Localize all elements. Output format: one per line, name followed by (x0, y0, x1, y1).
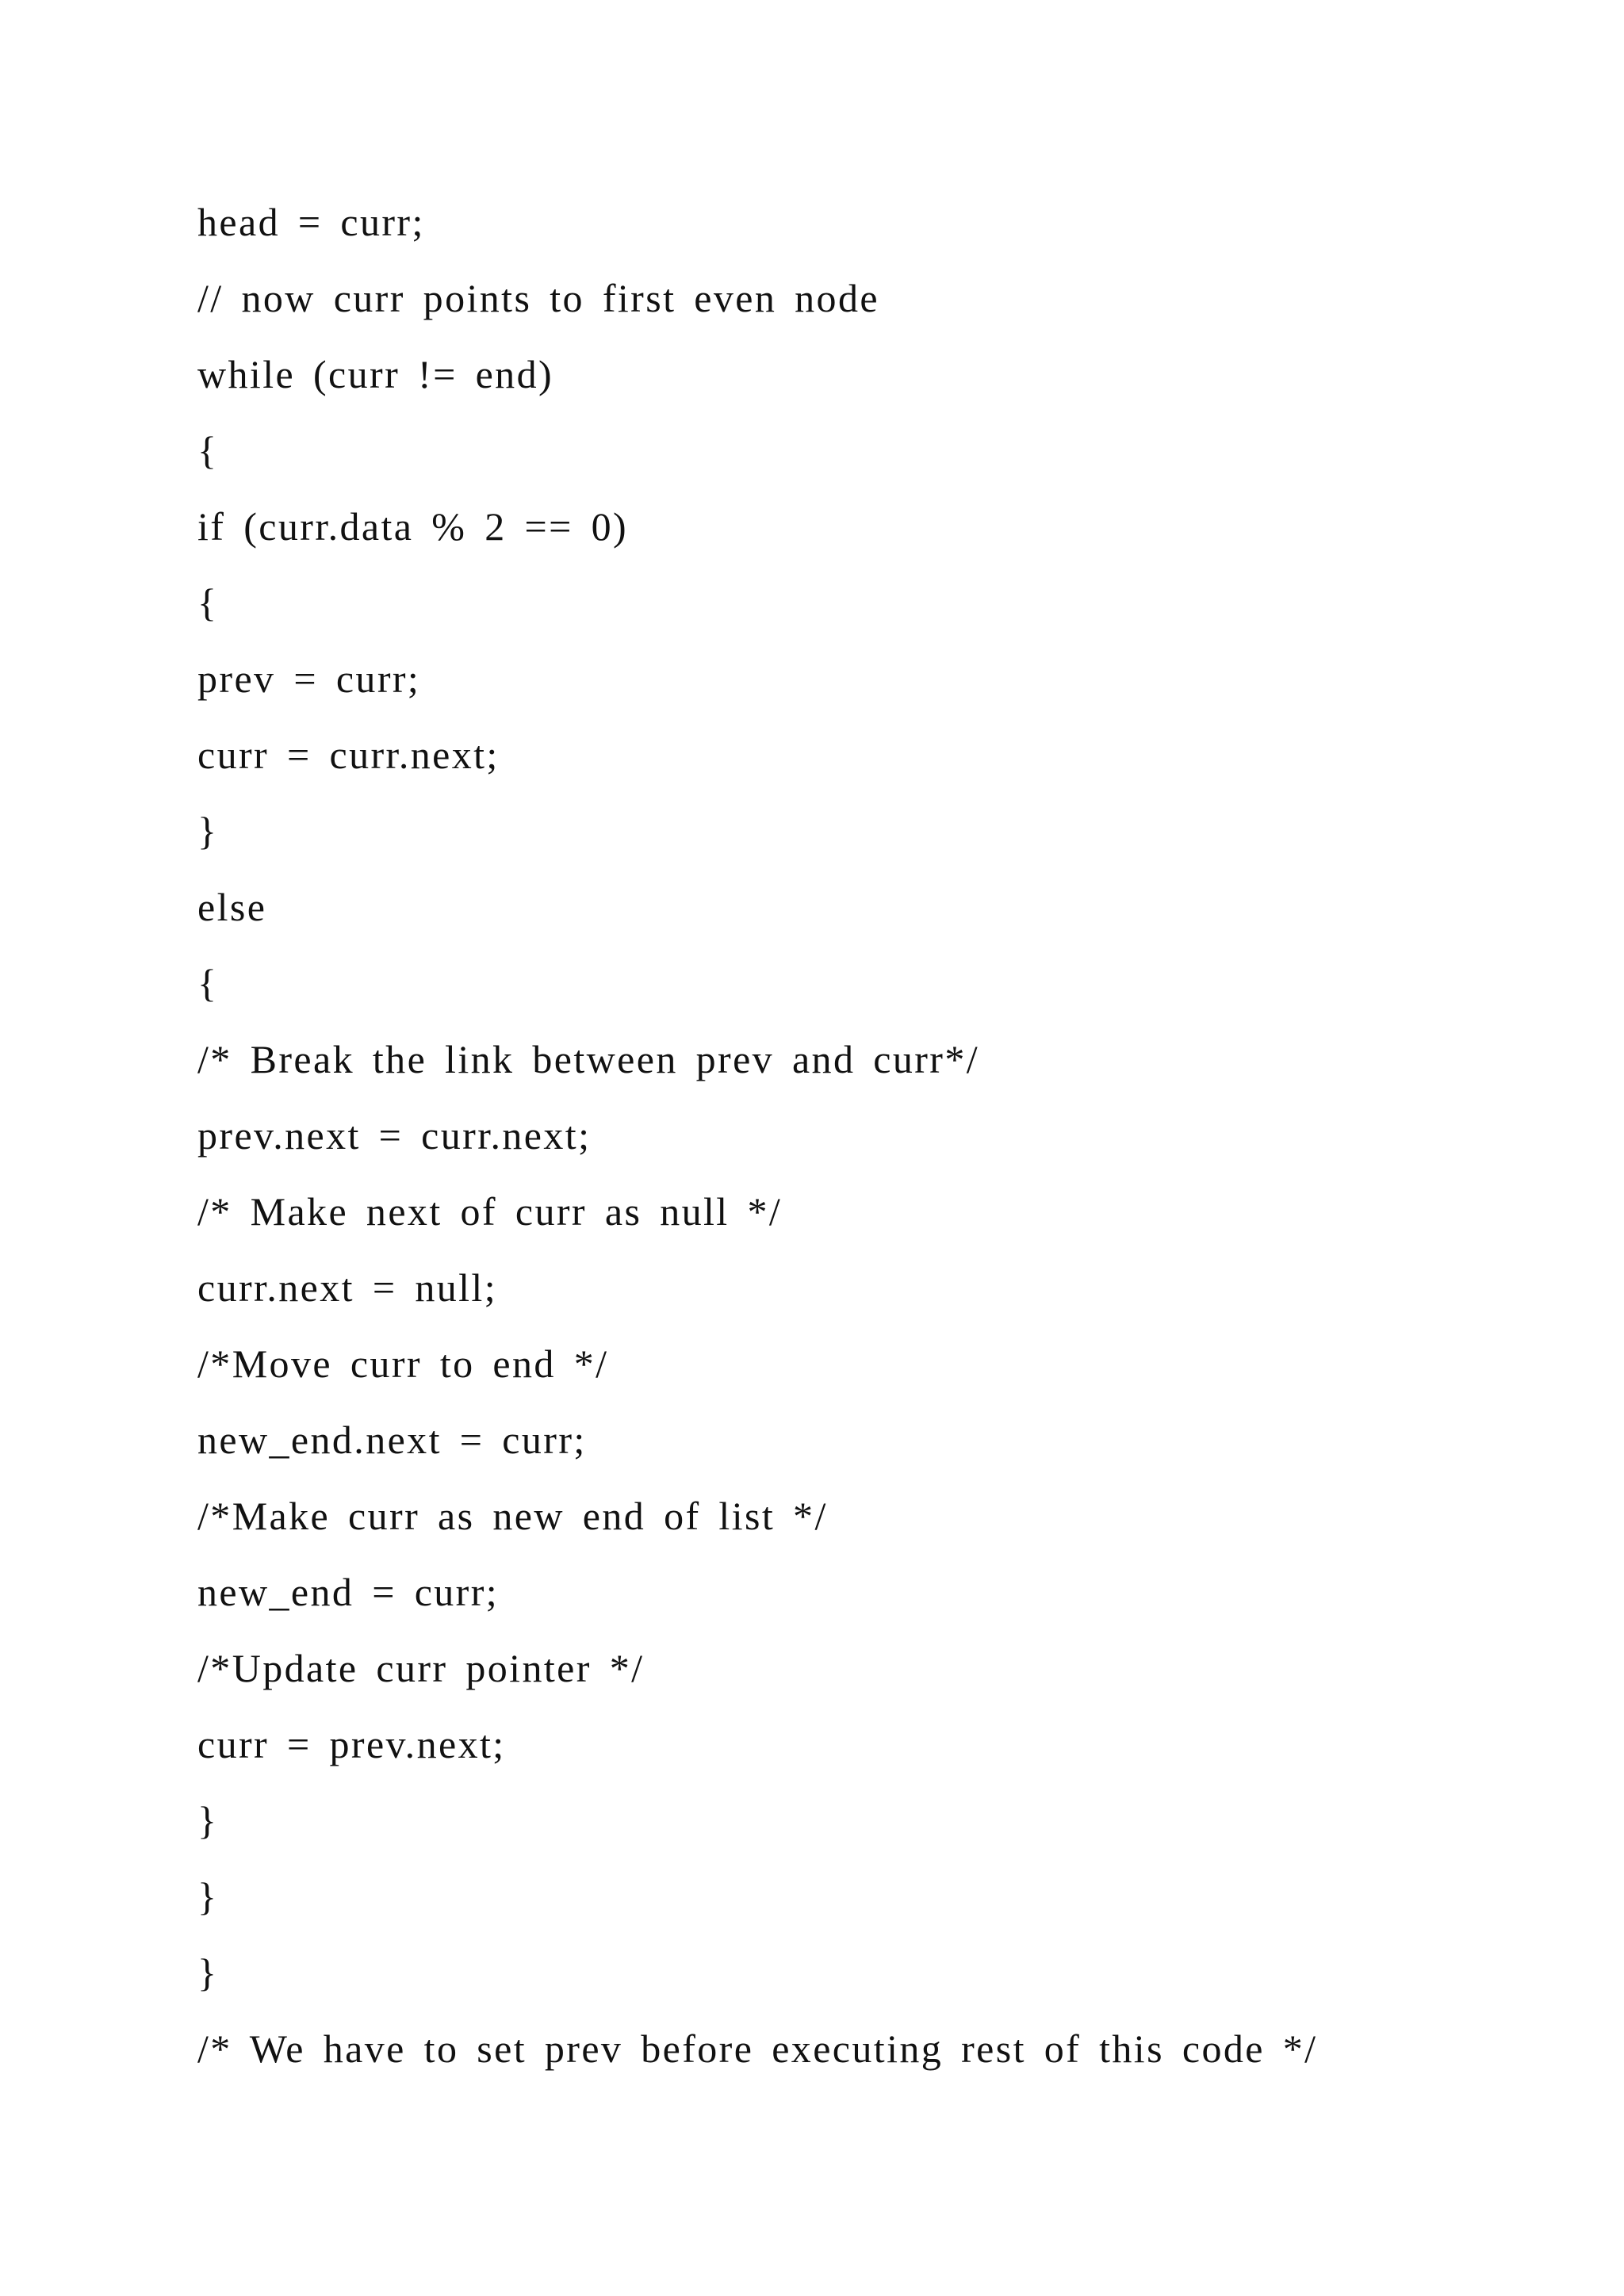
code-line: head = curr; (197, 200, 425, 244)
code-line: curr = curr.next; (197, 733, 500, 777)
code-line: /* Make next of curr as null */ (197, 1189, 783, 1234)
code-line: } (197, 1874, 219, 1919)
code-line: new_end.next = curr; (197, 1418, 587, 1462)
code-line: { (197, 428, 219, 473)
code-line: { (197, 580, 219, 625)
code-line: // now curr points to first even node (197, 276, 879, 320)
code-line: prev = curr; (197, 656, 421, 701)
code-listing (197, 197, 1545, 2099)
code-line: } (197, 1950, 219, 1995)
code-line: { (197, 961, 219, 1005)
code-line: } (197, 1798, 219, 1843)
code-line: if (curr.data % 2 == 0) (197, 504, 629, 549)
code-line: curr.next = null; (197, 1265, 497, 1310)
code-line: new_end = curr; (197, 1570, 500, 1614)
code-line: } (197, 809, 219, 853)
code-line: curr = prev.next; (197, 1722, 506, 1766)
code-line: /* Break the link between prev and curr*/ (197, 1037, 980, 1081)
code-line: while (curr != end) (197, 352, 554, 396)
code-line: /*Move curr to end */ (197, 1341, 609, 1386)
code-line: else (197, 885, 267, 929)
code-line: prev.next = curr.next; (197, 1113, 592, 1158)
code-line: /*Make curr as new end of list */ (197, 1494, 828, 1538)
code-line: /*Update curr pointer */ (197, 1646, 645, 1690)
code-line: /* We have to set prev before executing rest of this code */ (197, 2026, 1318, 2071)
